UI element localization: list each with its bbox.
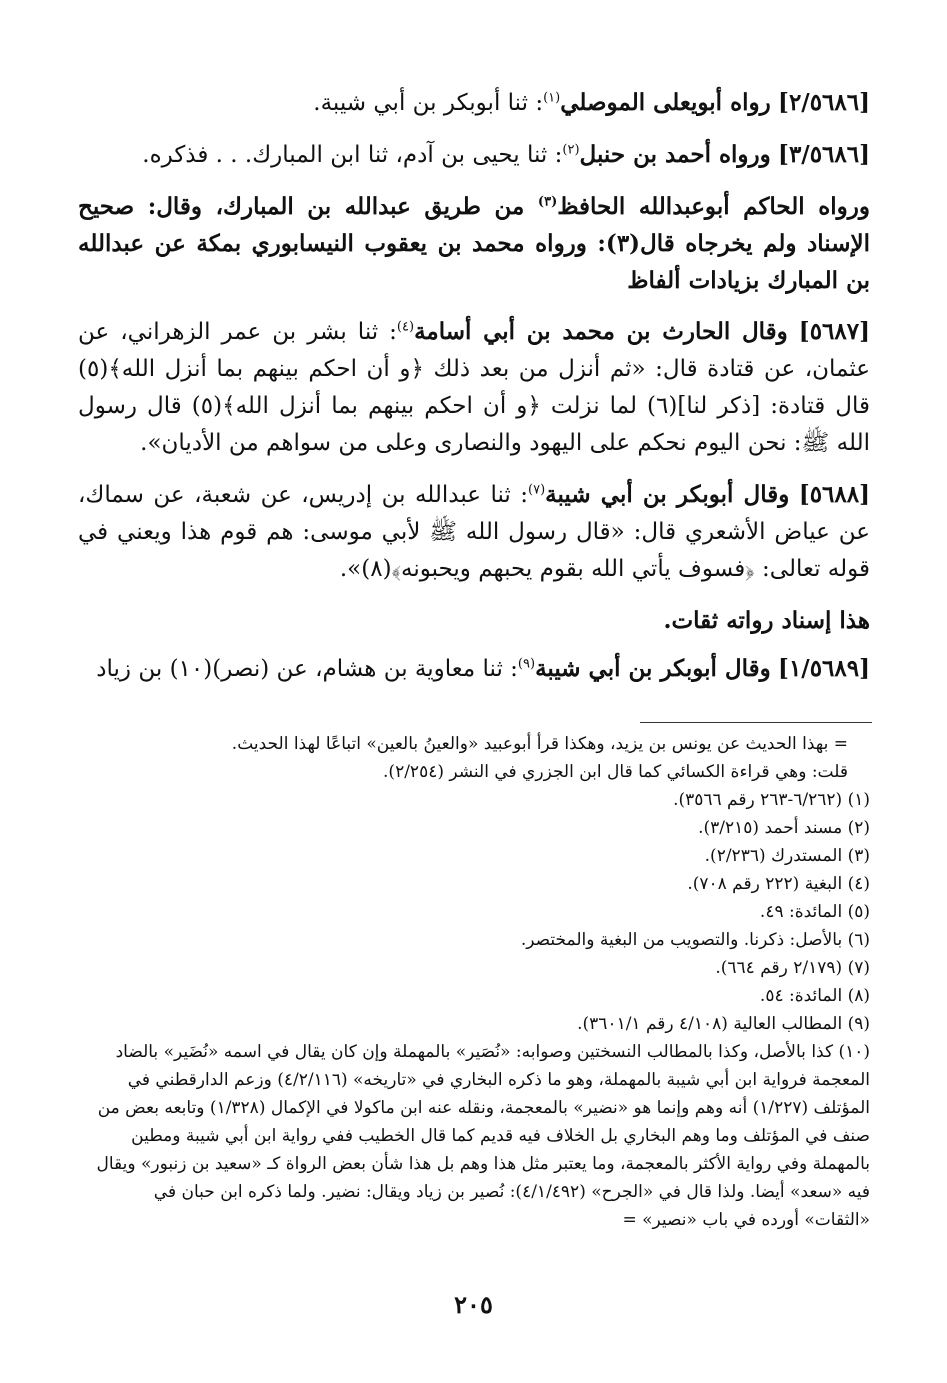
paragraph-text: : ثنا بشر بن عمر الزهراني، عن عثمان، عن قتادة قال: «ثم أنزل من بعد ذلك ﴿و أن احكم بينهم بما أنزل الله﴾(٥) قال قتادة: [ذكر لنا](٦) لما نزلت ﴿و أن احكم بينهم بما أنزل الله﴾(٥) قال رسول الله ﷺ: نحن اليوم نحكم على اليهود والنصارى وعلى من سواهم من الأديان». xyxy=(78,319,871,456)
footnotes xyxy=(92,730,870,1234)
footnote: (٣) المستدرك (٢/٢٣٦). xyxy=(704,846,870,866)
narrator-lead: وقال أبوبكر بن أبي شيبة xyxy=(535,655,771,682)
footnote-marker: (٧) xyxy=(528,482,546,498)
footnote: (٧) (٢/١٧٩ رقم ٦٦٤). xyxy=(715,958,870,978)
footnote: (١) (٦/٢٦٢-٢٦٣ رقم ٣٥٦٦). xyxy=(673,790,870,810)
footnote: (٦) بالأصل: ذكرنا. والتصويب من البغية والمختصر. xyxy=(520,930,870,950)
footnote: = بهذا الحديث عن يونس بن يزيد، وهكذا قرأ أبوعبيد «والعينُ بالعين» اتباعًا لهذا الحديث. xyxy=(231,734,848,754)
narrator-lead: وقال الحارث بن محمد بن أبي أسامة xyxy=(414,318,788,345)
footnote: (٨) المائدة: ٥٤. xyxy=(759,986,870,1006)
footnote-marker: (٢) xyxy=(562,142,580,158)
paragraph-text: : ثنا يحيى بن آدم، ثنا ابن المبارك. . . فذكره. xyxy=(142,142,563,168)
footnote: (٥) المائدة: ٤٩. xyxy=(759,902,870,922)
hadith-ref: [٥٦٨٧] xyxy=(798,318,870,345)
paragraph xyxy=(78,476,870,588)
paragraph xyxy=(78,313,870,462)
paragraph-text: من طريق عبدالله بن المبارك، وقال: صحيح الإسناد ولم يخرجاه قال(٣): ورواه محمد بن يعقوب النيسابوري بمكة عن عبدالله بن المبارك بزيادات ألفاظ xyxy=(78,193,870,294)
footnote-marker: (٤) xyxy=(396,319,415,335)
narrator-lead: رواه أبويعلى الموصلي xyxy=(560,89,771,116)
footnote: (١٠) كذا بالأصل، وكذا بالمطالب النسختين وصوابه: «نُصَير» بالمهملة وإن كان يقال في اسمه «نُضَير» بالضاد المعجمة فرواية ابن أبي شيبة بالمهملة، وهو ما ذكره البخاري في «تاريخه» (٤/٢/١١٦) وزعم الدارقطني في المؤتلف (١/٢٢٧) أنه وهم وإنما هو «نضير» بالمعجمة، ونقله عنه ابن ماكولا في الإكمال (١/٣٢٨) وتابعه بعض من صنف في المؤتلف وما وهم البخاري بل الخلاف فيه قديم كما قال الخطيب ففي رواية ابن أبي شيبة ومطين بالمهملة وفي رواية الأكثر بالمعجمة، وما يعتبر مثل هذا وهم بل هذا شأن بعض الرواة كـ «سعيد بن زنبور» ويقال فيه «سعد» أيضا. ولذا قال في «الجرح» (٤/١/٤٩٢): نُصير بن زياد ويقال: نضير. ولما ذكره ابن حبان في «الثقات» أورده في باب «نصير» = xyxy=(96,1042,870,1230)
footnote-divider xyxy=(640,722,872,723)
paragraph xyxy=(78,136,870,174)
main-text xyxy=(78,84,870,702)
narrator-lead: وقال أبوبكر بن أبي شيبة xyxy=(545,481,790,508)
paragraph xyxy=(78,650,870,688)
grading-text: هذا إسناد رواته ثقات. xyxy=(663,607,870,634)
footnote: قلت: وهي قراءة الكسائي كما قال ابن الجزري في النشر (٢/٢٥٤). xyxy=(383,762,848,782)
footnote-marker: (٣) xyxy=(537,194,558,210)
narrator-lead: ورواه أحمد بن حنبل xyxy=(579,141,771,168)
paragraph xyxy=(78,602,870,640)
narrator-lead: ورواه الحاكم أبوعبدالله الحافظ xyxy=(557,193,870,220)
footnote-marker: (١) xyxy=(543,90,561,106)
footnote: (٤) البغية (٢٢٢ رقم ٧٠٨). xyxy=(687,874,870,894)
hadith-ref: [٣/٥٦٨٦] xyxy=(778,141,870,168)
paragraph xyxy=(78,84,870,122)
paragraph xyxy=(78,188,870,299)
paragraph-text: : ثنا معاوية بن هشام، عن (نصر)(١٠) بن زياد xyxy=(96,656,518,682)
paragraph-text: : ثنا أبوبكر بن أبي شيبة. xyxy=(313,90,544,116)
footnote: (٩) المطالب العالية (٤/١٠٨ رقم ٣٦٠١/١). xyxy=(577,1014,870,1034)
hadith-ref: [٢/٥٦٨٦] xyxy=(778,89,870,116)
hadith-ref: [١/٥٦٨٩] xyxy=(778,655,870,682)
hadith-ref: [٥٦٨٨] xyxy=(798,481,871,508)
footnote-marker: (٩) xyxy=(517,656,536,672)
paragraph-text: : ثنا عبدالله بن إدريس، عن شعبة، عن سماك، عن عياض الأشعري قال: «قال رسول الله ﷺ لأبي موسى: هم قوم هذا ويعني في قوله تعالى: ﴿فسوف يأتي الله بقوم يحبهم ويحبونه﴾(٨)». xyxy=(78,482,870,582)
page-number: ٢٠٥ xyxy=(454,1290,493,1319)
footnote: (٢) مسند أحمد (٣/٢١٥). xyxy=(698,818,870,838)
